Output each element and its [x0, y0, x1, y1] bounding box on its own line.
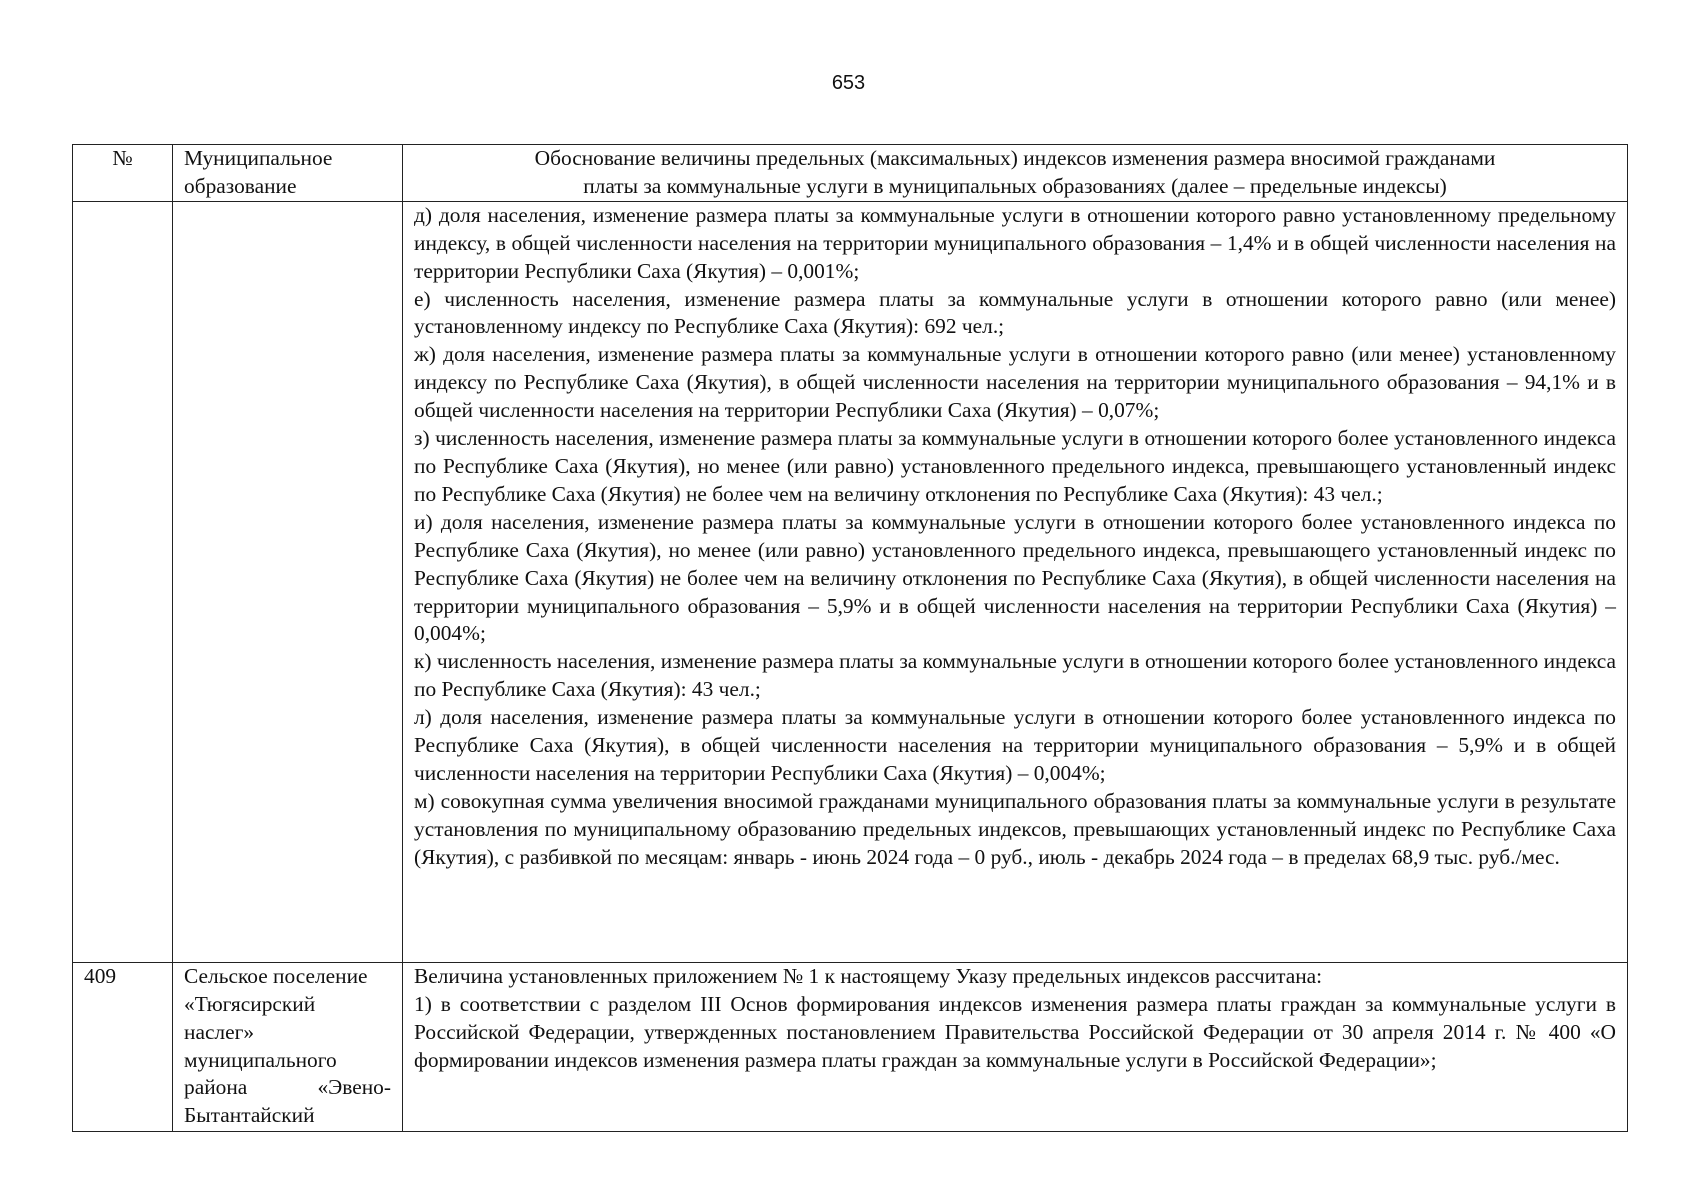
paragraph-d: д) доля населения, изменение размера платы за коммунальные услуги в отношении которого равно установленному предельному индексу, в общей численности населения на территории муниципального образования – 1,4% и в общей численности населения на территории Республики Саха (Якутия) – 0,001%; — [414, 202, 1616, 283]
table-row-409 — [73, 962, 1628, 1131]
paragraph-1: 1) в соответствии с разделом III Основ формирования индексов изменения размера платы граждан за коммунальные услуги в Российской Федерации, утвержденных постановлением Правительства Российской Федерации от 30 апреля 2014 г. № 400 «О формировании индексов изменения размера платы граждан за коммунальные услуги в Российской Федерации»; — [414, 991, 1616, 1072]
header-justification-line-1: Обоснование величины предельных (максимальных) индексов изменения размера вносимой гражданами — [534, 146, 1496, 170]
municipality-line: Сельское поселение — [184, 963, 368, 988]
paragraph-k: к) численность населения, изменение размера платы за коммунальные услуги в отношении которого более установленного индекса по Республике Саха (Якутия): 43 чел.; — [414, 649, 1616, 702]
municipality-line: Бытантайский — [184, 1103, 315, 1128]
municipality-word: района — [184, 1075, 248, 1100]
paragraph-intro: Величина установленных приложением № 1 к настоящему Указу предельных индексов рассчитана: — [414, 963, 1323, 988]
row-number-cell — [73, 201, 173, 962]
table-header-row — [73, 145, 1628, 202]
header-municipality: Муниципальное образование — [173, 145, 403, 202]
paragraph-e: е) численность населения, изменение размера платы за коммунальные услуги в отношении которого равно (или менее) установленному индексу по Республике Саха (Якутия): 692 чел.; — [414, 286, 1616, 339]
municipality-cell — [173, 962, 403, 1131]
justification-cell — [403, 201, 1628, 962]
header-number: № — [73, 145, 173, 202]
paragraph-l: л) доля населения, изменение размера платы за коммунальные услуги в отношении которого более установленного индекса по Республике Саха (Якутия), в общей численности населения на территории муниципального образования – 5,9% и в общей численности населения на территории Республики Саха (Якутия) – 0,004%; — [414, 705, 1616, 785]
municipality-line: наслег» — [184, 1019, 255, 1044]
municipality-line: муниципального — [184, 1047, 337, 1072]
page-number: 653 — [831, 72, 866, 94]
index-justification-table — [72, 144, 1628, 1132]
municipality-line: «Тюгясирский — [184, 991, 316, 1016]
municipality-line-justified — [184, 1074, 391, 1102]
paragraph-i: и) доля населения, изменение размера платы за коммунальные услуги в отношении которого более установленного индекса по Республике Саха (Якутия), но менее (или равно) установленного предельного индекса, превышающего установленный индекс по Республике Саха (Якутия) не более чем на величину отклонения по Республике Саха (Якутия), в общей численности населения на территории муниципального образования – 5,9% и в общей численности населения на территории Республики Саха (Якутия) – 0,004%; — [414, 509, 1616, 646]
justification-cell — [403, 962, 1628, 1131]
table-row-continued — [73, 201, 1628, 962]
paragraph-m: м) совокупная сумма увеличения вносимой гражданами муниципального образования платы за коммунальные услуги в результате установления по муниципальному образованию предельных индексов, превышающих установленный индекс по Республике Саха (Якутия), с разбивкой по месяцам: январь - июнь 2024 года – 0 руб., июль - декабрь 2024 года – в пределах 68,9 тыс. руб./мес. — [414, 788, 1616, 869]
row-number-cell: 409 — [73, 962, 173, 1131]
header-justification-line-2: платы за коммунальные услуги в муниципальных образованиях (далее – предельные индексы) — [583, 173, 1447, 198]
municipality-cell — [173, 201, 403, 962]
paragraph-z: з) численность населения, изменение размера платы за коммунальные услуги в отношении которого более установленного индекса по Республике Саха (Якутия), но менее (или равно) установленного предельного индекса, превышающего установленный индекс по Республике Саха (Якутия) не более чем на величину отклонения по Республике Саха (Якутия): 43 чел.; — [414, 426, 1616, 506]
header-justification — [403, 145, 1628, 202]
municipality-word: «Эвено- — [317, 1075, 391, 1100]
paragraph-zh: ж) доля населения, изменение размера платы за коммунальные услуги в отношении которого равно (или менее) установленному индексу по Республике Саха (Якутия), в общей численности населения на территории муниципального образования – 94,1% и в общей численности населения на территории Республики Саха (Якутия) – 0,07%; — [414, 342, 1616, 423]
